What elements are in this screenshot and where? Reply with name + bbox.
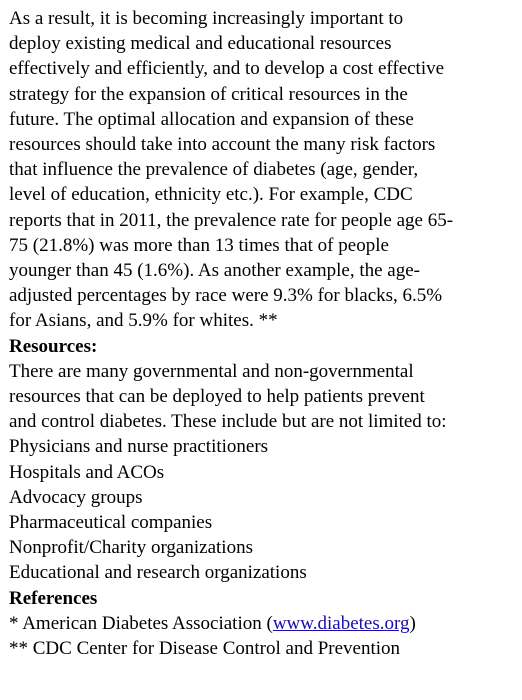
resources-intro-line: and control diabetes. These include but are not limited to: <box>9 411 447 433</box>
document-body <box>9 6 517 661</box>
resource-item: Pharmaceutical companies <box>9 512 213 534</box>
paragraph-line: level of education, ethnicity etc.). For example, CDC <box>9 184 413 206</box>
resources-intro-line: resources that can be deployed to help patients prevent <box>9 386 425 408</box>
reference-text: ) <box>409 612 416 634</box>
resource-item: Advocacy groups <box>9 486 143 508</box>
resource-item: Physicians and nurse practitioners <box>9 436 269 458</box>
paragraph-line: future. The optimal allocation and expansion of these <box>9 108 414 130</box>
paragraph-line: adjusted percentages by race were 9.3% for blacks, 6.5% <box>9 285 443 307</box>
reference-item <box>9 611 517 636</box>
resources-section <box>9 334 517 586</box>
reference-item: ** CDC Center for Disease Control and Prevention <box>9 638 401 660</box>
paragraph-line: resources should take into account the many risk factors <box>9 134 436 156</box>
paragraph-line: for Asians, and 5.9% for whites. ** <box>9 310 278 332</box>
reference-text: * American Diabetes Association ( <box>9 612 273 634</box>
references-section <box>9 586 517 662</box>
paragraph-line: effectively and efficiently, and to develop a cost effective <box>9 58 445 80</box>
resource-item: Educational and research organizations <box>9 562 307 584</box>
paragraph-line: strategy for the expansion of critical resources in the <box>9 83 408 105</box>
resource-item: Hospitals and ACOs <box>9 461 165 483</box>
paragraph-line: reports that in 2011, the prevalence rate for people age 65- <box>9 209 454 231</box>
references-heading: References <box>9 587 98 609</box>
resource-item: Nonprofit/Charity organizations <box>9 537 253 559</box>
paragraph-line: that influence the prevalence of diabetes (age, gender, <box>9 159 419 181</box>
paragraph-line: younger than 45 (1.6%). As another example, the age- <box>9 260 421 282</box>
intro-paragraph <box>9 6 517 334</box>
resources-intro-line: There are many governmental and non-governmental <box>9 360 414 382</box>
paragraph-line: 75 (21.8%) was more than 13 times that of people <box>9 234 389 256</box>
diabetes-org-link[interactable]: www.diabetes.org <box>272 612 410 634</box>
paragraph-line: As a result, it is becoming increasingly important to <box>9 8 404 29</box>
paragraph-line: deploy existing medical and educational resources <box>9 33 392 55</box>
resources-heading: Resources: <box>9 335 98 357</box>
